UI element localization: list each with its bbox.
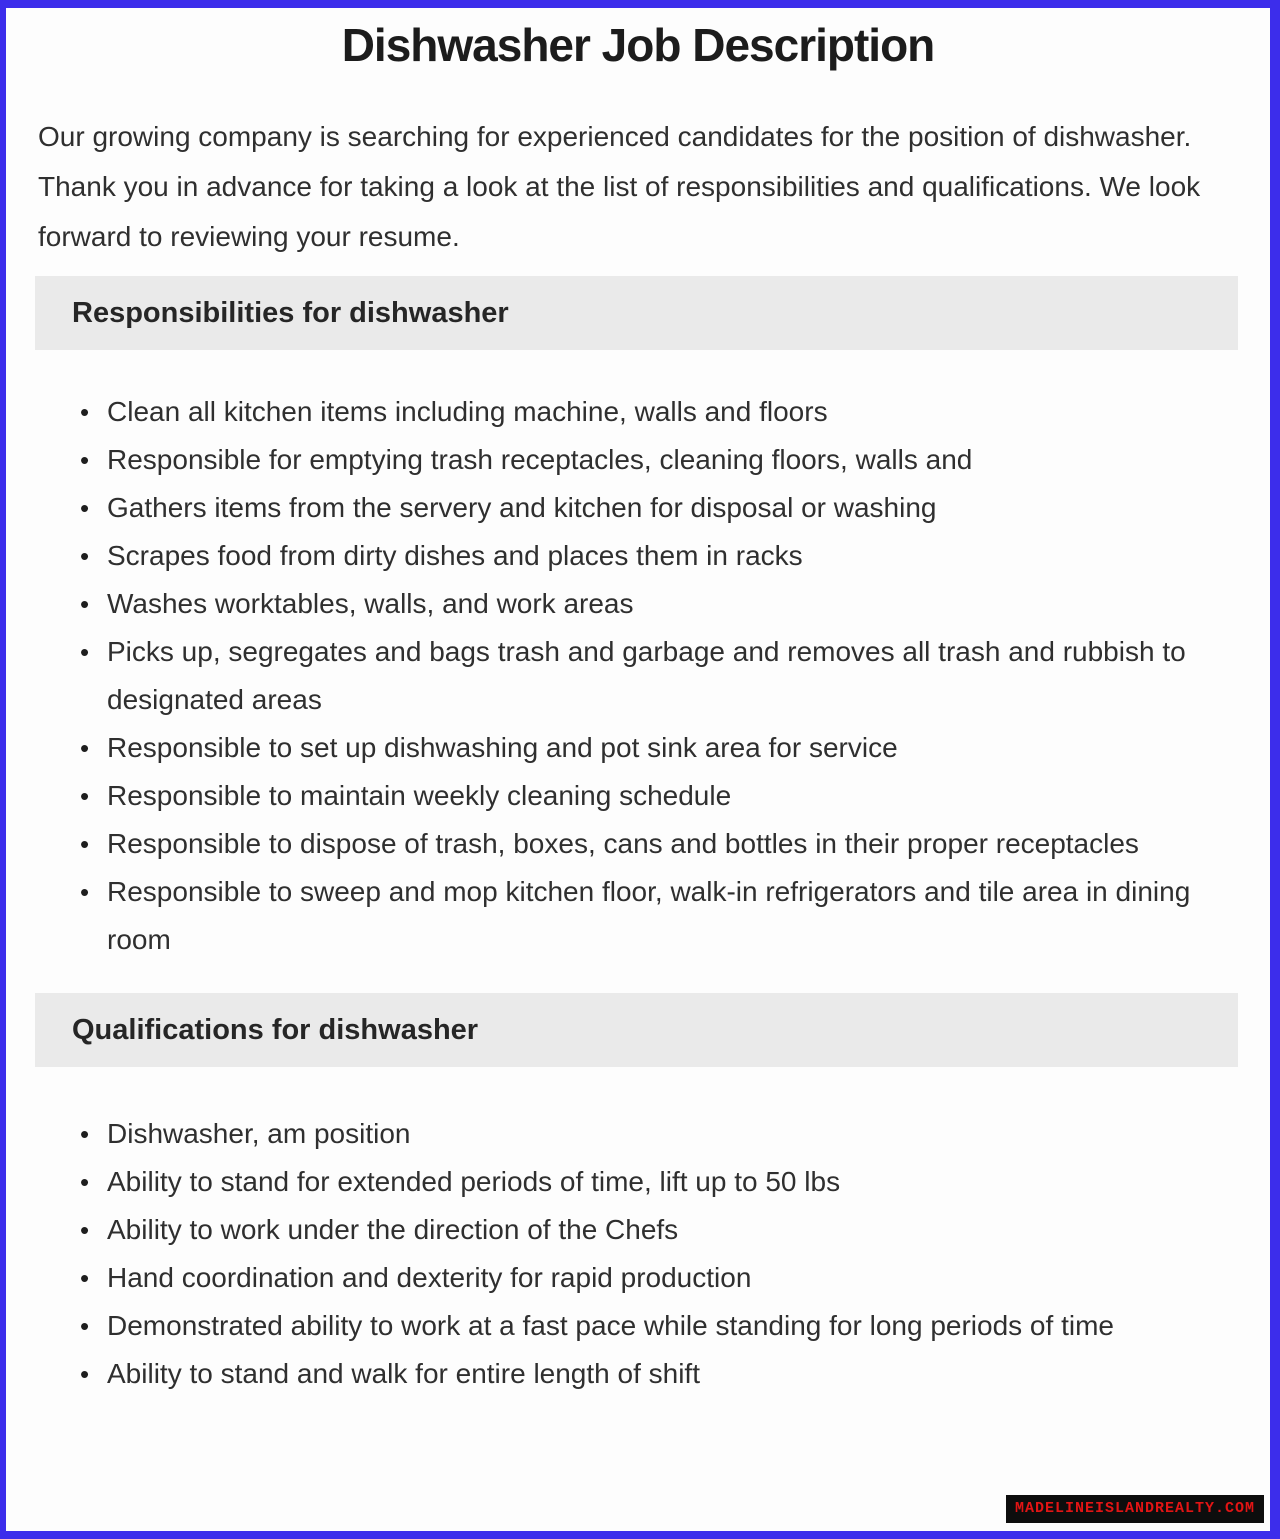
list-item: • Responsible for emptying trash receptacles, cleaning floors, walls and bbox=[80, 436, 1210, 484]
list-item: • Gathers items from the servery and kitchen for disposal or washing bbox=[80, 484, 1210, 532]
list-item: • Responsible to sweep and mop kitchen floor, walk-in refrigerators and tile area in dining room bbox=[80, 868, 1210, 964]
responsibilities-list bbox=[80, 388, 1210, 964]
list-item: • Responsible to set up dishwashing and pot sink area for service bbox=[80, 724, 1210, 772]
watermark-badge: MADELINEISLANDREALTY.COM bbox=[1006, 1495, 1264, 1523]
list-item: • Responsible to maintain weekly cleaning schedule bbox=[80, 772, 1210, 820]
section-heading-qualifications: Qualifications for dishwasher bbox=[72, 1013, 479, 1046]
list-item: • Clean all kitchen items including machine, walls and floors bbox=[80, 388, 1210, 436]
section-header-qualifications bbox=[35, 993, 1238, 1067]
list-item: • Dishwasher, am position bbox=[80, 1110, 1210, 1158]
page-title: Dishwasher Job Description bbox=[341, 19, 935, 71]
intro-paragraph: Our growing company is searching for experienced candidates for the position of dishwasher. Thank you in advance for taking a look at the list of responsibilities and qualifications. We look forward to reviewing your resume. bbox=[38, 121, 1201, 252]
list-item: • Ability to stand and walk for entire length of shift bbox=[80, 1350, 1210, 1398]
list-item: • Hand coordination and dexterity for rapid production bbox=[80, 1254, 1210, 1302]
section-header-responsibilities bbox=[35, 276, 1238, 350]
list-item: • Washes worktables, walls, and work areas bbox=[80, 580, 1210, 628]
list-item: • Responsible to dispose of trash, boxes, cans and bottles in their proper receptacles bbox=[80, 820, 1210, 868]
list-item: • Ability to work under the direction of the Chefs bbox=[80, 1206, 1210, 1254]
list-item: • Scrapes food from dirty dishes and places them in racks bbox=[80, 532, 1210, 580]
section-heading-responsibilities: Responsibilities for dishwasher bbox=[72, 296, 509, 329]
list-item: • Ability to stand for extended periods of time, lift up to 50 lbs bbox=[80, 1158, 1210, 1206]
list-item: • Picks up, segregates and bags trash and garbage and removes all trash and rubbish to designated areas bbox=[80, 628, 1210, 724]
qualifications-list bbox=[80, 1110, 1210, 1398]
list-item: • Demonstrated ability to work at a fast pace while standing for long periods of time bbox=[80, 1302, 1210, 1350]
